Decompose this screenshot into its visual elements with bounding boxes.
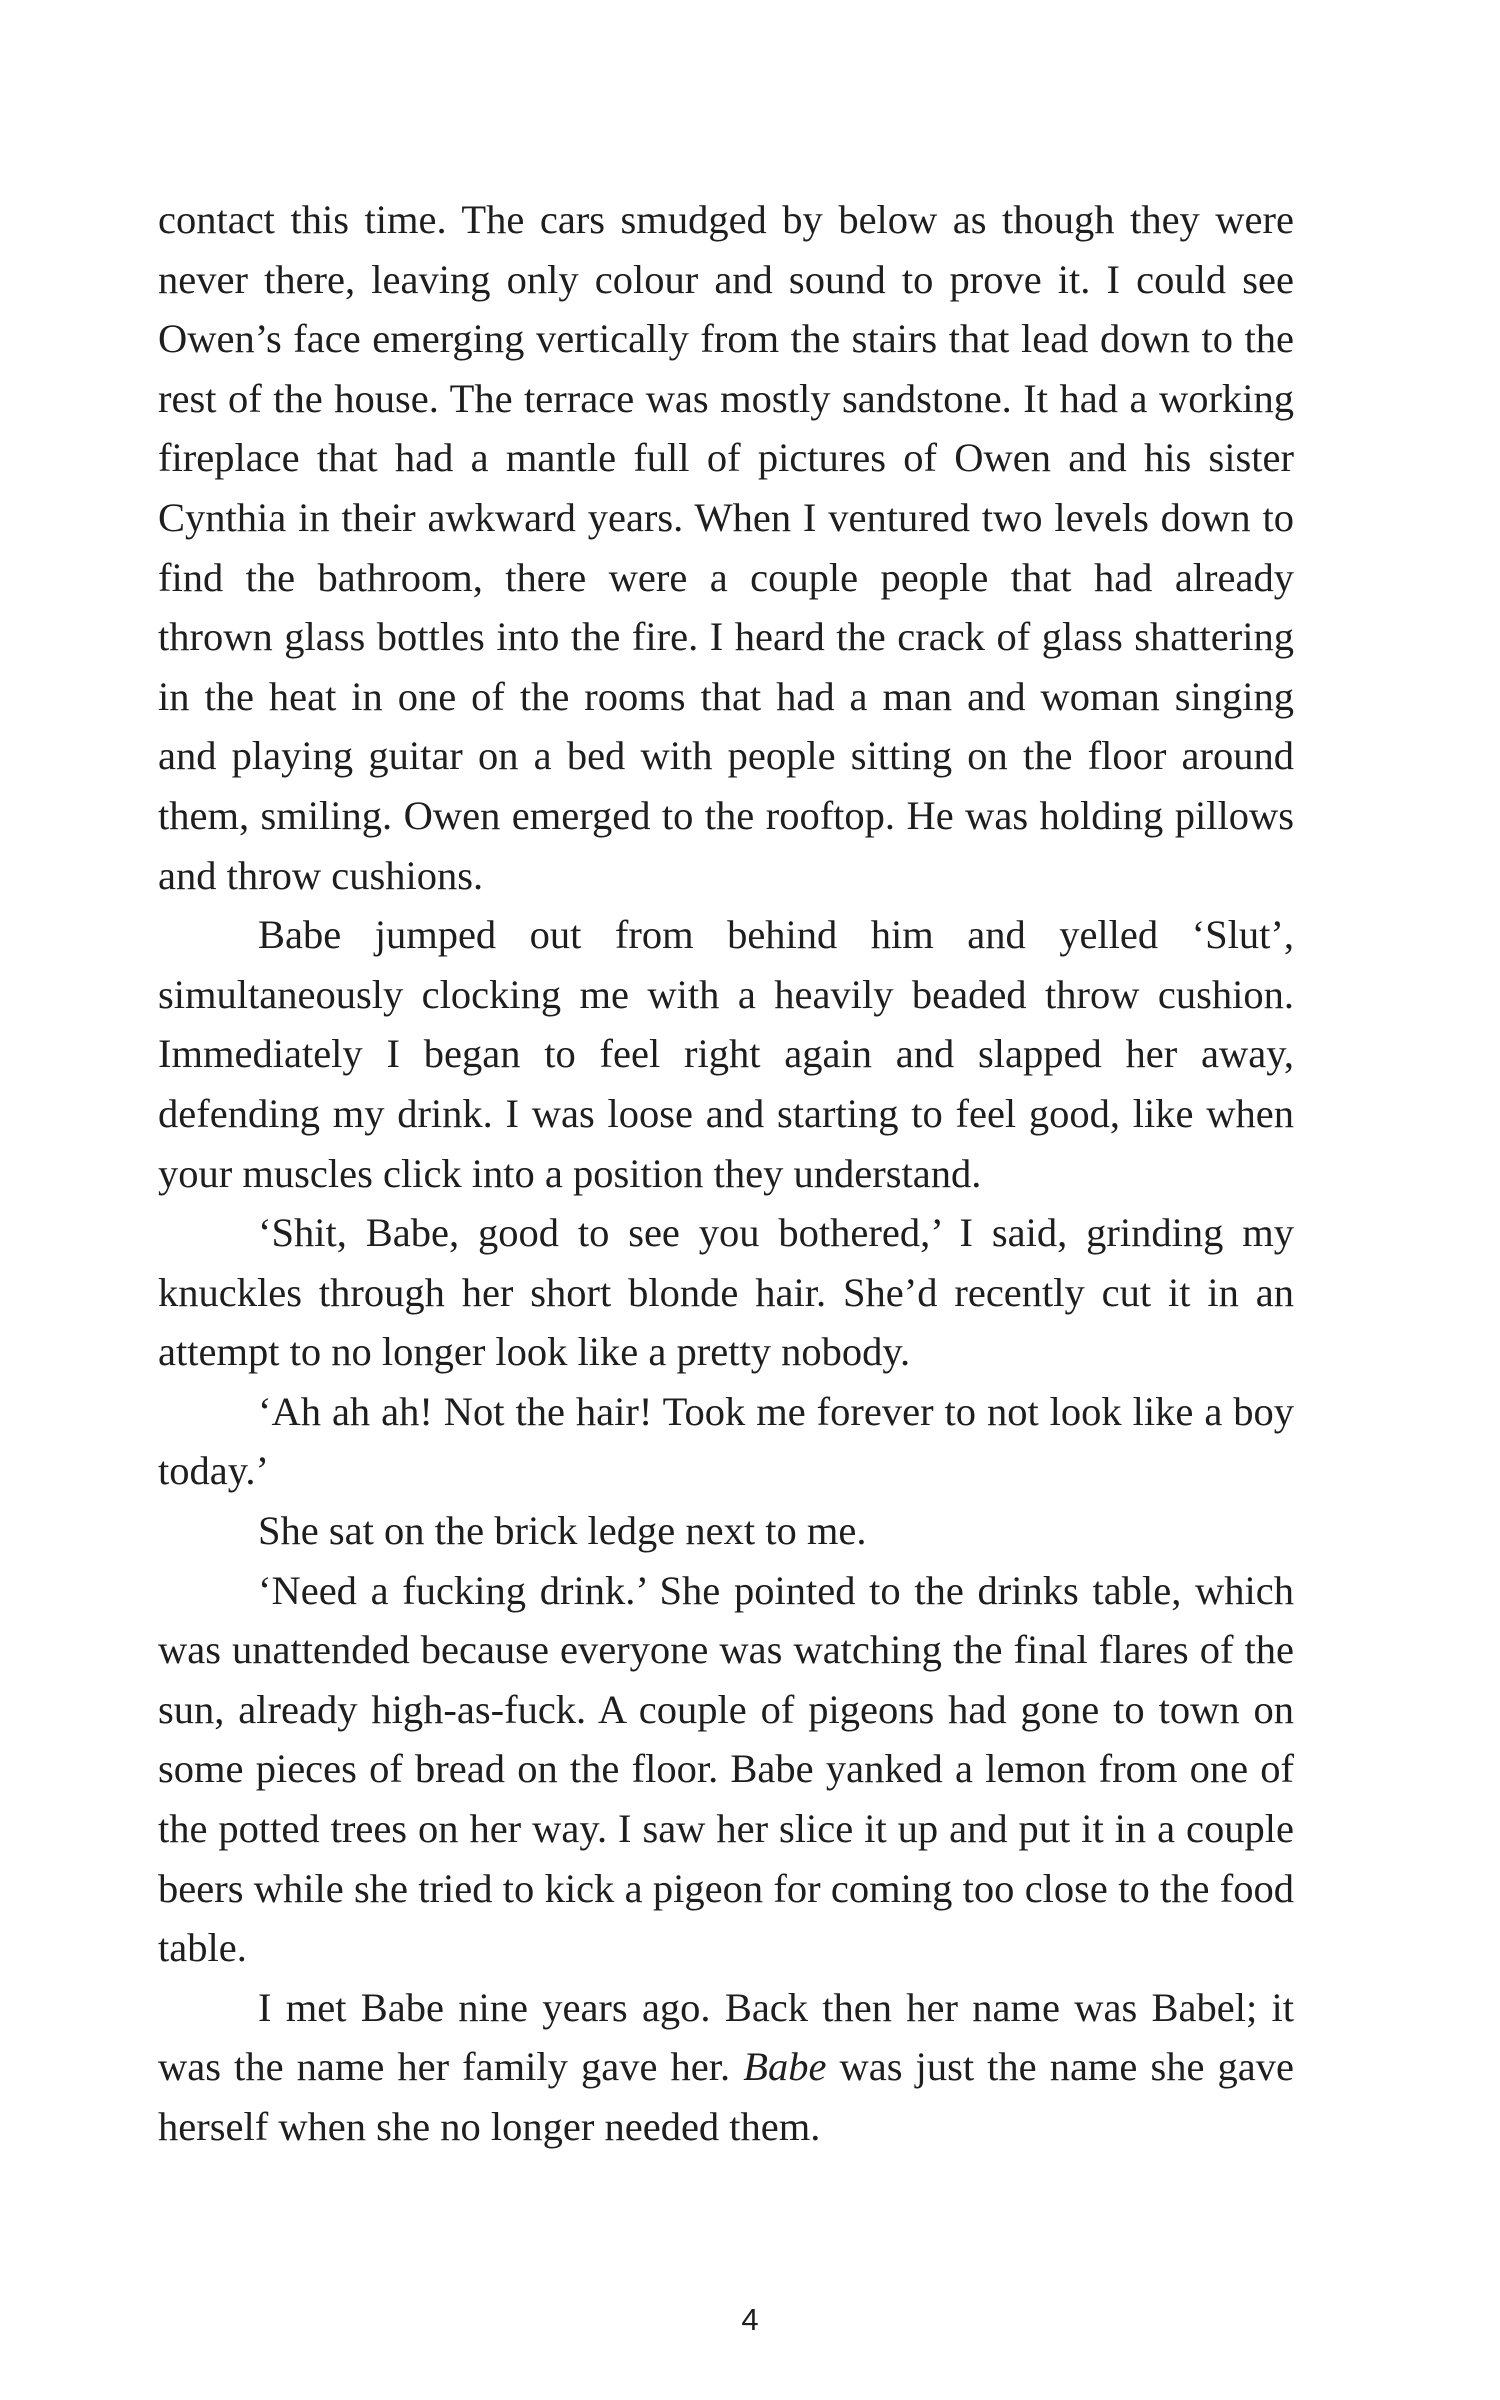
paragraph-6: ‘Need a fucking drink.’ She pointed to the drinks table, which was unattended because everyone was watching the final flares of the sun, already high-as-fuck. A couple of pigeons had gone to town on some pieces of bread on the floor. Babe yanked a lemon from one of the potted trees on her way. I saw her slice it up and put it in a couple beers while she tried to kick a pigeon for coming too close to the food table. — [158, 1567, 1294, 1971]
paragraph-4: ‘Ah ah ah! Not the hair! Took me forever to not look like a boy today.’ — [158, 1388, 1294, 1494]
paragraph-7 — [158, 1978, 1294, 2157]
paragraph-1: contact this time. The cars smudged by below as though they were never there, leaving only colour and sound to prove it. I could see Owen’s face emerging vertically from the stairs that lead down to the rest of the house. The terrace was mostly sandstone. It had a working fireplace that had a mantle full of pictures of Owen and his sister Cynthia in their awkward years. When I ventured two levels down to find the bathroom, there were a couple people that had already thrown glass bottles into the fire. I heard the crack of glass shattering in the heat in one of the rooms that had a man and woman singing and playing guitar on a bed with people sitting on the floor around them, smiling. Owen emerged to the rooftop. He was holding pillows and throw cushions. — [158, 197, 1294, 898]
paragraph-7-text-a: I met Babe nine years ago. Back then her name was Babel; it was the name her family gave her. — [158, 1984, 1294, 2090]
page-body — [158, 190, 1294, 2157]
page-number: 4 — [741, 2302, 759, 2337]
paragraph-5: She sat on the brick ledge next to me. — [258, 1508, 867, 1554]
italic-name: Babe — [743, 2044, 827, 2090]
paragraph-7-text-b: was just the name she gave herself when she no longer needed them. — [158, 2044, 1295, 2149]
paragraph-2: Babe jumped out from behind him and yelled ‘Slut’, simultaneously clocking me with a heavily beaded throw cushion. Immediately I began to feel right again and slapped her away, defending my drink. I was loose and starting to feel good, like when your muscles click into a position they understand. — [158, 912, 1294, 1196]
paragraph-3: ‘Shit, Babe, good to see you bothered,’ I said, grinding my knuckles through her short blonde hair. She’d recently cut it in an attempt to no longer look like a pretty nobody. — [158, 1210, 1294, 1375]
